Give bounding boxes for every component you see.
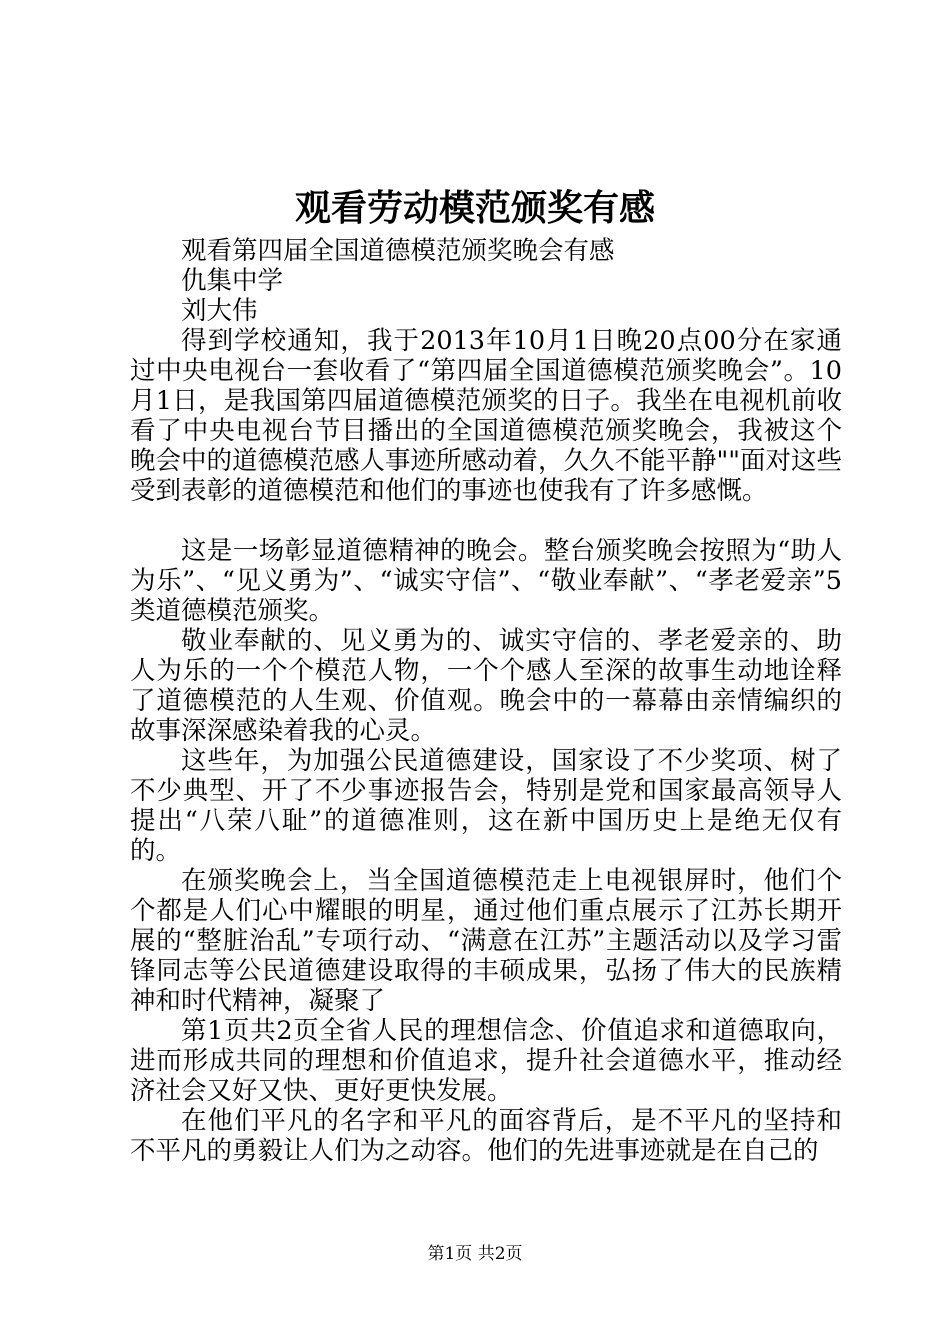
school-line: 仇集中学 bbox=[181, 266, 284, 296]
author-line: 刘大伟 bbox=[181, 296, 258, 326]
document-body bbox=[130, 236, 842, 1166]
paragraph-ordinary: 在他们平凡的名字和平凡的面容背后，是不平凡的坚持和不平凡的勇毅让人们为之动容。他们的先进事迹就是在自己的 bbox=[130, 1106, 842, 1166]
subtitle-line: 观看第四届全国道德模范颁奖晚会有感 bbox=[181, 236, 615, 266]
document-title: 观看劳动模范颁奖有感 bbox=[294, 187, 655, 229]
paragraph-continued: 第1页共2页全省人民的理想信念、价值追求和道德取向，进而形成共同的理想和价值追求，提升社会道德水平，推动经济社会又好又快、更好更快发展。 bbox=[130, 1016, 842, 1106]
paragraph-years: 这些年，为加强公民道德建设，国家设了不少奖项、树了不少典型、开了不少事迹报告会，特别是党和国家最高领导人提出“八荣八耻”的道德准则，这在新中国历史上是绝无仅有的。 bbox=[130, 746, 842, 866]
page-number-footer: 第1页 共2页 bbox=[427, 1244, 523, 1264]
paragraph-ceremony: 在颁奖晚会上，当全国道德模范走上电视银屏时，他们个个都是人们心中耀眼的明星，通过他们重点展示了江苏长期开展的“整脏治乱”专项行动、“满意在江苏”主题活动以及学习雷锋同志等公民道德建设取得的丰硕成果，弘扬了伟大的民族精神和时代精神，凝聚了 bbox=[130, 866, 842, 1016]
paragraph-spirit: 这是一场彰显道德精神的晚会。整台颁奖晚会按照为“助人为乐”、“见义勇为”、“诚实守信”、“敬业奉献”、“孝老爱亲”5类道德模范颁奖。 bbox=[130, 536, 842, 626]
paragraph-intro: 得到学校通知，我于2013年10月1日晚20点00分在家通过中央电视台一套收看了“第四届全国道德模范颁奖晚会”。10月1日，是我国第四届道德模范颁奖的日子。我坐在电视机前收看了中央电视台节目播出的全国道德模范颁奖晚会，我被这个晚会中的道德模范感人事迹所感动着，久久不能平静""面对这些受到表彰的道德模范和他们的事迹也使我有了许多感慨。 bbox=[130, 326, 842, 506]
paragraph-models: 敬业奉献的、见义勇为的、诚实守信的、孝老爱亲的、助人为乐的一个个模范人物，一个个感人至深的故事生动地诠释了道德模范的人生观、价值观。晚会中的一幕幕由亲情编织的故事深深感染着我的心灵。 bbox=[130, 626, 842, 746]
